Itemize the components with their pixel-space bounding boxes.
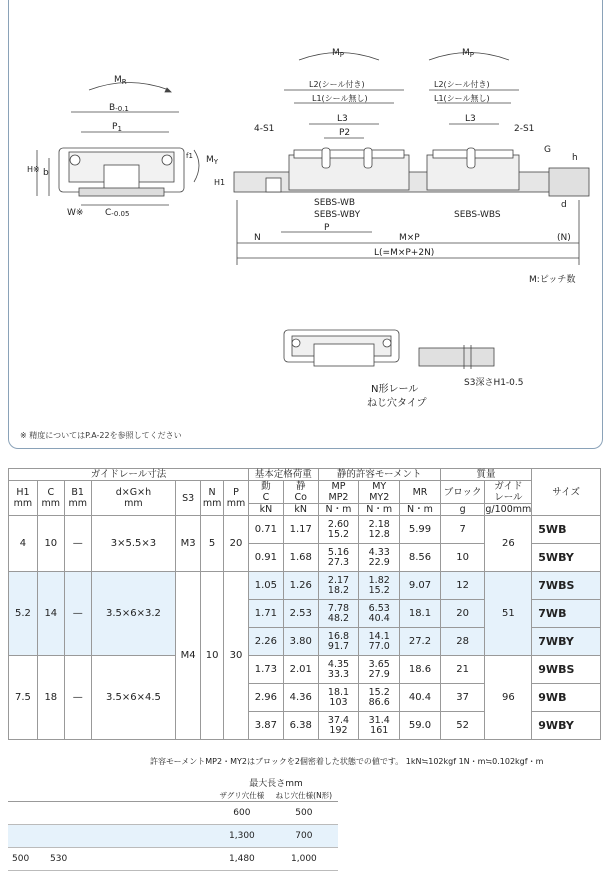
cell-mp: 2.17 18.2 [318,572,359,600]
cell-mr: 40.4 [400,684,441,712]
cell-dyn: 0.91 [248,544,283,572]
unit-my: N・m [359,504,400,516]
cell-mp: 2.60 15.2 [318,516,359,544]
g-label: G [544,145,551,155]
col-my: MY [372,481,387,492]
cell-mr: 8.56 [400,544,441,572]
group-size: サイズ [532,469,601,516]
n-label: N [254,233,261,243]
cell-n: 5 [201,516,224,572]
table-row: 500 530 1,480 1,000 [8,848,338,871]
col-dgh: d×G×h [115,487,152,498]
cell-block: 10 [440,544,485,572]
sebs-wby-label: SEBS-WBY [314,210,361,220]
max-length-table [8,776,338,871]
sebs-wb-label: SEBS-WB [314,198,356,208]
unit-sta: kN [283,504,318,516]
cell-b1: — [64,656,91,740]
cell-dyn: 2.96 [248,684,283,712]
col-s3: S3 [182,492,195,504]
l-total-label: L(=M×P+2N) [374,248,435,258]
cell-block: 52 [440,712,485,740]
col-n: N [208,487,216,498]
cell-block: 20 [440,600,485,628]
unit-dgh: mm [124,498,143,509]
drawing-panel [8,0,603,449]
unit-p: mm [226,498,246,509]
group-rail: ガイドレール寸法 [9,469,249,481]
cell-size: 9WB [532,684,601,712]
cell-my: 14.1 77.0 [359,628,400,656]
cell-mr: 27.2 [400,628,441,656]
table-row [9,572,601,600]
n-paren-label: (N) [557,233,571,243]
cell-size: 9WBY [532,712,601,740]
cell-sta: 2.53 [283,600,318,628]
col-counterbore: ザグリ穴仕様 [214,789,270,802]
cell-size: 7WBY [532,628,601,656]
cell-size: 7WB [532,600,601,628]
cell-c: 18 [37,656,64,740]
f1-label: f1 [186,152,193,160]
four-s1-label: 4-S1 [254,124,275,134]
cell-my: 6.53 40.4 [359,600,400,628]
cell-b1: — [64,516,91,572]
cell-s3: M4 [176,572,201,740]
unit-block: g [440,504,485,516]
group-load: 基本定格荷重 [248,469,318,481]
cell-block: 37 [440,684,485,712]
h1-label: H1 [214,178,226,187]
p2-label: P2 [339,128,351,138]
mp-label-1: $M_P$ [332,48,344,59]
cell-sta: 2.01 [283,656,318,684]
col-dyn: 動 [261,481,271,492]
cell-my: 1.82 15.2 [359,572,400,600]
col-tapped: ねじ穴仕様(N形) [270,789,338,802]
cell-mr: 18.6 [400,656,441,684]
col-b1: B1 [71,487,84,498]
table-row: 600 500 [8,802,338,825]
col-rail: ガイド [494,481,523,492]
cell-h1: 7.5 [9,656,38,740]
unit-h1: mm [13,498,33,509]
p-label: P [324,223,330,233]
cell-dgh: 3.5×6×3.2 [91,572,176,656]
cell-s3: M3 [176,516,201,572]
cell-mp: 7.78 48.2 [318,600,359,628]
m-pitch-label: M:ピッチ数 [529,275,576,285]
col-block: ブロック [443,486,482,498]
col-mp2: MP2 [328,492,349,503]
cell-rail-mass: 96 [485,656,532,740]
cell-sta: 4.36 [283,684,318,712]
l2-label-1: L2(シール付き) [309,80,365,89]
l1-label-1: L1(シール無し) [312,94,368,103]
col-h1: H1 [16,487,30,498]
table-row: 1,300 700 [8,825,338,848]
cell-sta: 1.68 [283,544,318,572]
unit-c: mm [41,498,61,509]
max-length-header: 最大長さmm [249,779,303,789]
b-small-label: b [43,168,49,178]
col-dyn-c: C [262,492,270,503]
cell-mp: 37.4 192 [318,712,359,740]
cell-h1: 5.2 [9,572,38,656]
unit-mp: N・m [318,504,359,516]
n-rail-label: N形レール [371,384,419,395]
s3-depth-label: S3深さH1-0.5 [464,378,524,388]
l1-label-2: L1(シール無し) [434,94,490,103]
col-mr: MR [412,486,428,498]
cell-my: 15.2 86.6 [359,684,400,712]
col-c: C [47,487,55,498]
mxp-label: M×P [399,233,420,243]
cell-mr: 9.07 [400,572,441,600]
col-p: P [233,487,239,498]
cell-rail-mass: 26 [485,516,532,572]
unit-rail: g/100mm [485,504,532,515]
cell-dyn: 3.87 [248,712,283,740]
cell-block: 21 [440,656,485,684]
cell-my: 3.65 27.9 [359,656,400,684]
cell-mp: 16.8 91.7 [318,628,359,656]
cell-b1: — [64,572,91,656]
l3-label-2: L3 [465,114,476,124]
cell-dyn: 2.26 [248,628,283,656]
cell-size: 7WBS [532,572,601,600]
cell-dyn: 1.73 [248,656,283,684]
cell-dgh: 3.5×6×4.5 [91,656,176,740]
cell-sta: 1.26 [283,572,318,600]
cell-h1: 4 [9,516,38,572]
cell-dyn: 0.71 [248,516,283,544]
unit-b1: mm [68,498,87,509]
cell-mr: 5.99 [400,516,441,544]
cell-rail-mass: 51 [485,572,532,656]
table-row [9,656,601,684]
precision-note: ※ 精度についてはP.A-22を参照してください [20,431,182,440]
unit-n: mm [202,498,222,509]
cell-sta: 1.17 [283,516,318,544]
my-label: $M_Y$ [206,155,219,166]
mr-label: $M_R$ [114,75,127,86]
two-s1-label: 2-S1 [514,124,535,134]
cell-block: 28 [440,628,485,656]
h-label: h [572,153,578,163]
l2-label-2: L2(シール付き) [434,80,490,89]
moment-footnote: 許容モーメントMP2・MY2はブロックを2個密着した状態での値です。 1kN≒102kgf 1N・m≒0.102kgf・m [150,757,544,766]
technical-drawing [9,0,602,448]
cell-block: 7 [440,516,485,544]
cell-mr: 59.0 [400,712,441,740]
d-label: d [561,200,567,210]
col-sta-co: Co [294,492,307,503]
spec-table [8,468,601,740]
n-rail-sub-label: ねじ穴タイプ [367,398,427,409]
cell-size: 9WBS [532,656,601,684]
cell-n: 10 [201,572,224,740]
col-rail2: レール [494,492,523,503]
l3-label-1: L3 [337,114,348,124]
cell-mp: 18.1 103 [318,684,359,712]
cell-p: 30 [224,572,249,740]
cell-size: 5WBY [532,544,601,572]
col-my2: MY2 [369,492,390,503]
col-sta: 静 [295,481,306,492]
cell-sta: 6.38 [283,712,318,740]
table-row [9,516,601,544]
mp-label-2: $M_P$ [462,48,474,59]
unit-mr: N・m [400,504,441,516]
sebs-wbs-label: SEBS-WBS [454,210,501,220]
h-star-label: H※ [27,165,40,174]
b-dim-label: B-0.1 [109,103,129,113]
cell-my: 31.4 161 [359,712,400,740]
c-dim-label: C-0.05 [105,208,130,218]
cell-block: 12 [440,572,485,600]
cell-size: 5WB [532,516,601,544]
cell-dyn: 1.05 [248,572,283,600]
cell-mr: 18.1 [400,600,441,628]
unit-dyn: kN [248,504,283,516]
cell-my: 4.33 22.9 [359,544,400,572]
cell-c: 14 [37,572,64,656]
cell-dgh: 3×5.5×3 [91,516,176,572]
col-mp: MP [331,481,346,492]
cell-sta: 3.80 [283,628,318,656]
cell-mp: 4.35 33.3 [318,656,359,684]
w-star-label: W※ [67,208,84,218]
cell-my: 2.18 12.8 [359,516,400,544]
cell-mp: 5.16 27.3 [318,544,359,572]
group-moment: 静的許容モーメント [318,469,440,481]
cell-dyn: 1.71 [248,600,283,628]
cell-p: 20 [224,516,249,572]
cell-c: 10 [37,516,64,572]
p1-label: $P_1$ [112,122,122,133]
group-mass: 質量 [440,469,531,481]
